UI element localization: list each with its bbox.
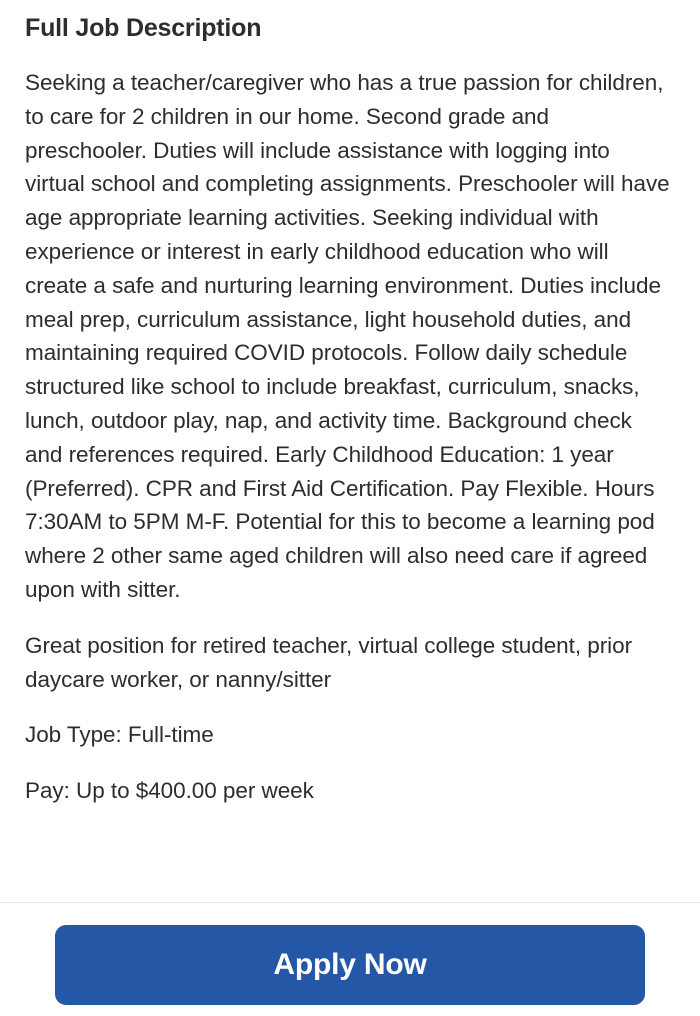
job-description-paragraph: Great position for retired teacher, virtual college student, prior daycare worker, or nanny/sitter [25, 632, 633, 692]
job-type-line: Job Type: Full-time [25, 722, 214, 748]
pay-line: Pay: Up to $400.00 per week [25, 778, 314, 804]
apply-action-bar [0, 902, 700, 1016]
page-title: Full Job Description [25, 14, 262, 42]
job-description-paragraph: Seeking a teacher/caregiver who has a true passion for children, to care for 2 children in our home. Second grade and preschooler. Duties will include assistance with logging into virtual school and completing assignments. Preschooler will have age appropriate learning activities. Seeking individual with experience or interest in early childhood education who will create a safe and nurturing learning environment. Duties include meal prep, curriculum assistance, light household duties, and maintaining required COVID protocols. Follow daily schedule structured like school to include breakfast, curriculum, snacks, lunch, outdoor play, nap, and activity time. Background check and references required. Early Childhood Education: 1 year (Preferred). CPR and First Aid Certification. Pay Flexible. Hours 7:30AM to 5PM M-F. Potential for this to become a learning pod where 2 other same aged children will also need care if agreed upon with sitter. [25, 70, 670, 602]
apply-now-button[interactable]: Apply Now [55, 925, 645, 1005]
